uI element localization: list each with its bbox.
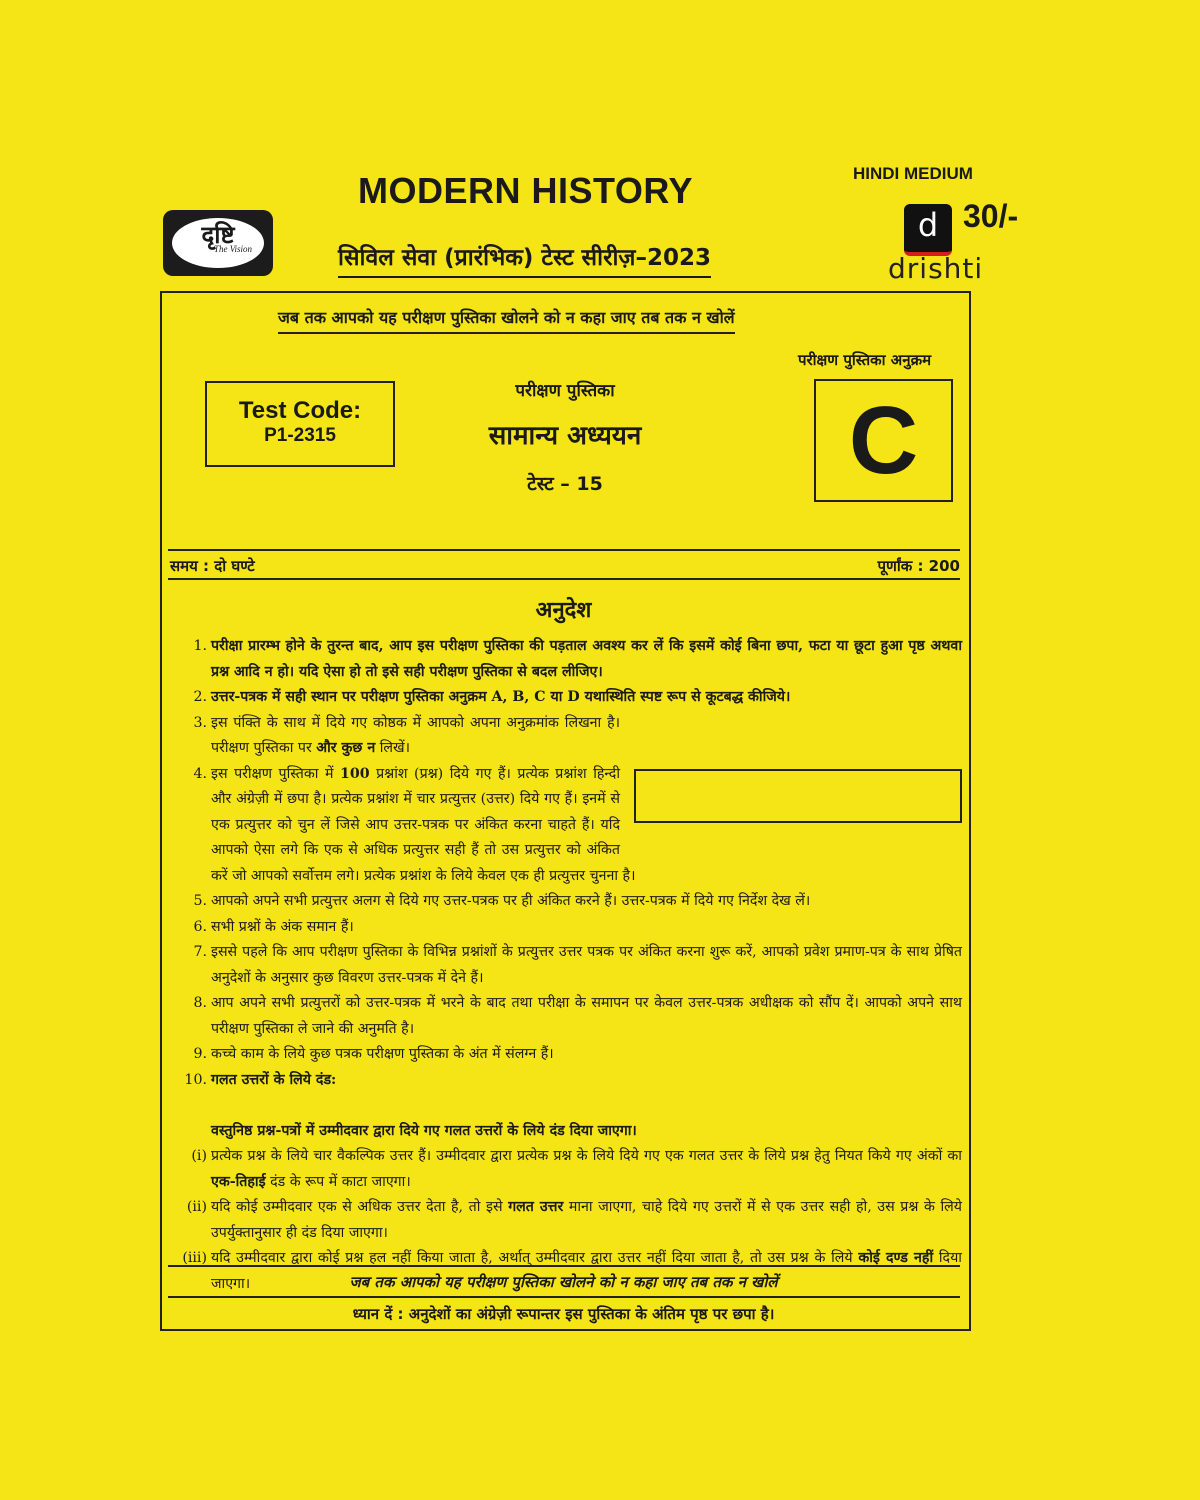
instruction-text: यदि उम्मीदवार द्वारा कोई प्रश्न हल नहीं किया जाता है, अर्थात् उम्मीदवार द्वारा उत्तर नहीं दिया जाता है, तो उस प्रश्न के लिये <box>211 1250 859 1266</box>
instruction-number: (ii) <box>186 1199 207 1215</box>
instruction-number: 9. <box>193 1046 207 1062</box>
instruction-text: इस परीक्षण पुस्तिका में <box>211 765 340 782</box>
instruction-text: सभी प्रश्नों के अंक समान हैं। <box>211 918 354 935</box>
instruction-number: 1. <box>193 638 207 654</box>
booklet-label: परीक्षण पुस्तिका <box>515 381 615 401</box>
price: 30/- <box>963 198 1019 234</box>
drishti-app-icon: d <box>904 204 952 256</box>
instruction-text-bold: कोई दण्ड नहीं <box>858 1250 934 1266</box>
brand-name: drishti <box>888 252 984 285</box>
max-marks: पूर्णांक : 200 <box>877 557 960 575</box>
instruction-number: 6. <box>193 918 207 935</box>
instruction-text-bold: गलत उत्तर <box>508 1199 564 1215</box>
roll-number-box[interactable] <box>634 769 962 823</box>
test-code-value: P1-2315 <box>264 425 336 446</box>
instruction-text-bold: और कुछ न <box>316 740 376 756</box>
divider <box>168 549 960 551</box>
medium-label: HINDI MEDIUM <box>853 164 973 183</box>
divider <box>168 1265 960 1267</box>
instructions-list <box>178 634 962 1297</box>
instruction-text: इस पंक्ति के साथ में दिये गए कोष्ठक में आपको अपना अनुक्रमांक लिखना है। परीक्षण पुस्तिका पर <box>211 714 620 756</box>
instruction-item <box>178 940 962 991</box>
subject: सामान्य अध्ययन <box>488 421 642 451</box>
instructions-heading: अनुदेश <box>535 598 592 623</box>
instruction-number: 8. <box>193 995 207 1011</box>
instruction-number: 2. <box>193 689 207 705</box>
instruction-item <box>178 991 962 1042</box>
instruction-text: आप अपने सभी प्रत्युत्तरों को उत्तर-पत्रक में भरने के बाद तथा परीक्षा के समापन पर केवल उत्तर-पत्रक अधीक्षक को सौंप दें। आपको अपने साथ परीक्षण पुस्तिका ले जाने की अनुमति है। <box>211 995 962 1037</box>
time-allowed: समय : दो घण्टे <box>170 557 255 575</box>
instruction-text-bold: परीक्षा प्रारम्भ होने के तुरन्त बाद, आप इस परीक्षण पुस्तिका की पड़ताल अवश्य कर लें कि इसमें कोई बिना छपा, फटा या छूटा हुआ पृष्ठ अथवा प्रश्न आदि न हो। यदि ऐसा हो तो इसे सही परीक्षण पुस्तिका से बदल लीजिए। <box>211 638 962 680</box>
warning-bottom: जब तक आपको यह परीक्षण पुस्तिका खोलने को न कहा जाए तब तक न खोलें <box>349 1273 778 1291</box>
divider <box>168 1296 960 1298</box>
instruction-item <box>178 1195 962 1246</box>
english-version-note: ध्यान दें : अनुदेशों का अंग्रेज़ी रूपान्तर इस पुस्तिका के अंतिम पृष्ठ पर छपा है। <box>352 1305 775 1323</box>
instruction-item <box>178 1042 962 1068</box>
instruction-number: 4. <box>193 765 207 782</box>
instruction-item <box>178 634 962 685</box>
instruction-text-bold: एक-तिहाई <box>211 1173 266 1190</box>
instruction-text: यदि कोई उम्मीदवार एक से अधिक उत्तर देता है, तो इसे <box>211 1199 509 1215</box>
instruction-text: प्रत्येक प्रश्न के लिये चार वैकल्पिक उत्तर हैं। उम्मीदवार द्वारा प्रत्येक प्रश्न के लिये दिये गए एक गलत उत्तर के लिये प्रश्न हेतु नियत किये गए अंकों का <box>211 1148 962 1164</box>
instruction-text: इससे पहले कि आप परीक्षण पुस्तिका के विभिन्न प्रश्नांशों के प्रत्युत्तर उत्तर पत्रक पर अंकित करना शुरू करें, आपको प्रवेश प्रमाण-पत्र के साथ प्रेषित अनुदेशों के अनुसार कुछ विवरण उत्तर-पत्रक में देने हैं। <box>211 944 962 986</box>
instruction-text: दिया जाएगा। <box>211 1250 962 1292</box>
instruction-number: 10. <box>184 1071 207 1088</box>
series-title: सिविल सेवा (प्रारंभिक) टेस्ट सीरीज़–2023 <box>338 240 711 278</box>
instruction-item <box>178 889 962 915</box>
warning-top: जब तक आपको यह परीक्षण पुस्तिका खोलने को न कहा जाए तब तक न खोलें <box>278 306 735 334</box>
instruction-number: 5. <box>193 893 207 909</box>
instruction-item <box>178 1068 962 1145</box>
instruction-text: माना जाएगा, चाहे दिये गए उत्तरों में से एक उत्तर सही हो, उस प्रश्न के लिये उपर्युक्तानुसार ही दंड दिया जाएगा। <box>211 1199 962 1241</box>
instruction-item <box>178 1144 962 1195</box>
instruction-text-bold: वस्तुनिष्ठ प्रश्न-पत्रों में उम्मीदवार द्वारा दिये गए गलत उत्तरों के लिये दंड दिया जाएगा। <box>211 1122 637 1139</box>
instruction-text: कच्चे काम के लिये कुछ पत्रक परीक्षण पुस्तिका के अंत में संलग्न हैं। <box>211 1046 554 1062</box>
divider <box>168 578 960 580</box>
instruction-text: लिखें। <box>375 740 410 756</box>
instruction-number: 7. <box>193 944 207 960</box>
instruction-text-bold: 100 <box>339 765 370 782</box>
test-code-box <box>205 381 395 467</box>
instruction-text-bold: उत्तर-पत्रक में सही स्थान पर परीक्षण पुस्तिका अनुक्रम A, B, C या D यथास्थिति स्पष्ट रूप से कूटबद्ध कीजिये। <box>211 689 791 705</box>
instruction-item <box>178 685 962 711</box>
logo-hindi-text: दृष्टि <box>201 221 235 249</box>
instruction-number: 3. <box>193 714 207 731</box>
drishti-vision-logo <box>163 210 273 276</box>
instruction-text: दंड के रूप में काटा जाएगा। <box>265 1173 411 1190</box>
instruction-text: प्रश्नांश (प्रश्न) दिये गए हैं। प्रत्येक प्रश्नांश हिन्दी और अंग्रेज़ी में छपा है। प्रत्येक प्रश्नांश में चार प्रत्युत्तर (उत्तर) दिये गए हैं। इनमें से एक प्रत्युत्तर को चुन लें जिसे आप उत्तर-पत्रक पर अंकित करना चाहते हैं। यदि आपको ऐसा लगे कि एक से अधिक प्रत्युत्तर सही हैं तो उस प्रत्युत्तर को अंकित करें जो आपको सर्वोत्तम लगे। प्रत्येक प्रश्नांश के लिये केवल एक ही प्रत्युत्तर चुनना है। <box>211 765 636 884</box>
test-number: टेस्ट – 15 <box>527 473 603 495</box>
series-label: परीक्षण पुस्तिका अनुक्रम <box>798 351 932 369</box>
test-code-label: Test Code: <box>238 397 362 424</box>
instruction-text: आपको अपने सभी प्रत्युत्तर अलग से दिये गए उत्तर-पत्रक पर ही अंकित करने हैं। उत्तर-पत्रक में दिये गए निर्देश देख लें। <box>211 893 811 909</box>
series-letter-box: C <box>814 379 953 502</box>
instruction-item <box>178 915 962 941</box>
logo-english-text: The Vision <box>213 244 253 254</box>
instruction-item <box>178 711 962 762</box>
instruction-text-bold: गलत उत्तरों के लिये दंड: <box>211 1071 337 1088</box>
page-title: MODERN HISTORY <box>358 170 694 211</box>
instruction-number: (i) <box>191 1148 207 1164</box>
instruction-number: (iii) <box>182 1250 207 1266</box>
